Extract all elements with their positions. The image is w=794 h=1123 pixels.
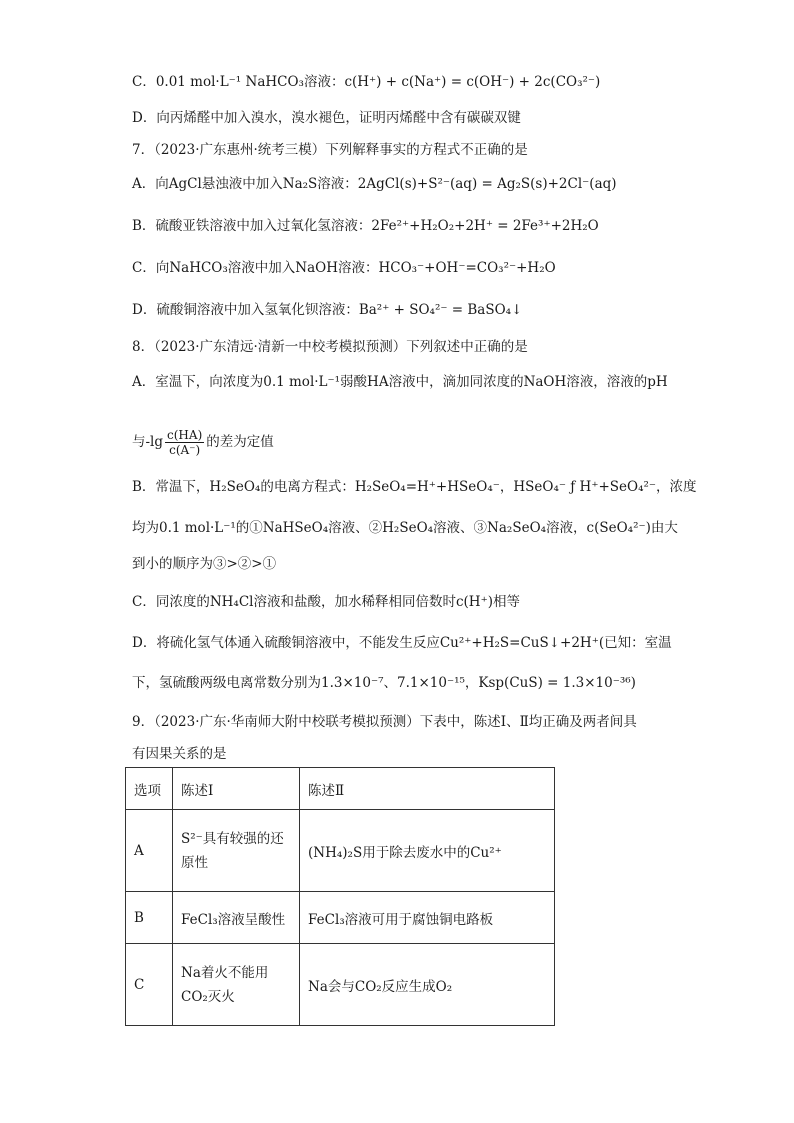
table-cell: FeCl₃溶液可用于腐蚀铜电路板 xyxy=(300,892,555,944)
text-line-q7-a: A．向AgCl悬浊液中加入Na₂S溶液：2AgCl(s)+S²⁻(aq) = Ag₂S(s)+2Cl⁻(aq) xyxy=(132,176,617,192)
comparison-table xyxy=(125,767,555,1026)
fraction-suffix: 的差为定值 xyxy=(206,434,274,450)
text-line-q9-2: 有因果关系的是 xyxy=(132,746,227,762)
table-row xyxy=(126,892,555,944)
text-line-q8-c: C．同浓度的NH₄Cl溶液和盐酸，加水稀释相同倍数时c(H⁺)相等 xyxy=(132,594,520,610)
text-line-q7-d: D．硫酸铜溶液中加入氢氧化钡溶液：Ba²⁺ + SO₄²⁻ = BaSO₄↓ xyxy=(132,302,523,318)
text-line-c-opt-6: C．0.01 mol·L⁻¹ NaHCO₃溶液：c(H⁺) + c(Na⁺) = c(OH⁻) + 2c(CO₃²⁻) xyxy=(132,74,601,90)
text-line-q7-b: B．硫酸亚铁溶液中加入过氧化氢溶液：2Fe²⁺+H₂O₂+2H⁺ = 2Fe³⁺+2H₂O xyxy=(132,218,599,234)
table-cell: A xyxy=(126,810,173,892)
fraction-numerator: c(HA) xyxy=(167,428,203,442)
text-line-q8-b3: 到小的顺序为③>②>① xyxy=(132,556,277,572)
option-8a-continuation xyxy=(132,428,274,457)
table-cell: FeCl₃溶液呈酸性 xyxy=(173,892,300,944)
fraction-prefix: 与-lg xyxy=(132,434,164,450)
table-cell: Na会与CO₂反应生成O₂ xyxy=(300,944,555,1026)
text-line-q7: 7．（2023·广东惠州·统考三模）下列解释事实的方程式不正确的是 xyxy=(132,142,528,158)
text-line-q7-c: C．向NaHCO₃溶液中加入NaOH溶液：HCO₃⁻+OH⁻=CO₃²⁻+H₂O xyxy=(132,260,556,276)
text-line-q8-b2: 均为0.1 mol·L⁻¹的①NaHSeO₄溶液、②H₂SeO₄溶液、③Na₂SeO₄溶液，c(SeO₄²⁻)由大 xyxy=(132,520,678,536)
text-line-q8-d2: 下，氢硫酸两级电离常数分别为1.3×10⁻⁷、7.1×10⁻¹⁵，Ksp(CuS) = 1.3×10⁻³⁶) xyxy=(132,675,636,691)
fraction-denominator: c(A⁻) xyxy=(169,443,201,457)
text-line-q8-a1: A．室温下，向浓度为0.1 mol·L⁻¹弱酸HA溶液中，滴加同浓度的NaOH溶液，溶液的pH xyxy=(132,374,668,390)
table-cell: S²⁻具有较强的还原性 xyxy=(173,810,300,892)
table-row xyxy=(126,944,555,1026)
table-cell: Na着火不能用CO₂灭火 xyxy=(173,944,300,1026)
text-line-d-opt-6: D．向丙烯醛中加入溴水，溴水褪色，证明丙烯醛中含有碳碳双键 xyxy=(132,110,521,126)
header-cell: 选项 xyxy=(126,768,173,810)
text-line-q8: 8．（2023·广东清远·清新一中校考模拟预测）下列叙述中正确的是 xyxy=(132,339,528,355)
header-cell: 陈述Ⅱ xyxy=(300,768,555,810)
text-line-q8-b1: B．常温下，H₂SeO₄的电离方程式：H₂SeO₄=H⁺+HSeO₄⁻，HSeO₄⁻ ƒ H⁺+SeO₄²⁻，浓度 xyxy=(132,479,697,495)
text-line-q8-d1: D．将硫化氢气体通入硫酸铜溶液中，不能发生反应Cu²⁺+H₂S=CuS↓+2H⁺(已知：室温 xyxy=(132,635,672,651)
table-cell: C xyxy=(126,944,173,1026)
table-cell: B xyxy=(126,892,173,944)
text-line-q9-1: 9．（2023·广东·华南师大附中校联考模拟预测）下表中，陈述Ⅰ、Ⅱ均正确及两者间具 xyxy=(132,714,637,730)
table-header-row xyxy=(126,768,555,810)
header-cell: 陈述Ⅰ xyxy=(173,768,300,810)
table-row xyxy=(126,810,555,892)
fraction xyxy=(165,428,204,457)
table-cell: (NH₄)₂S用于除去废水中的Cu²⁺ xyxy=(300,810,555,892)
